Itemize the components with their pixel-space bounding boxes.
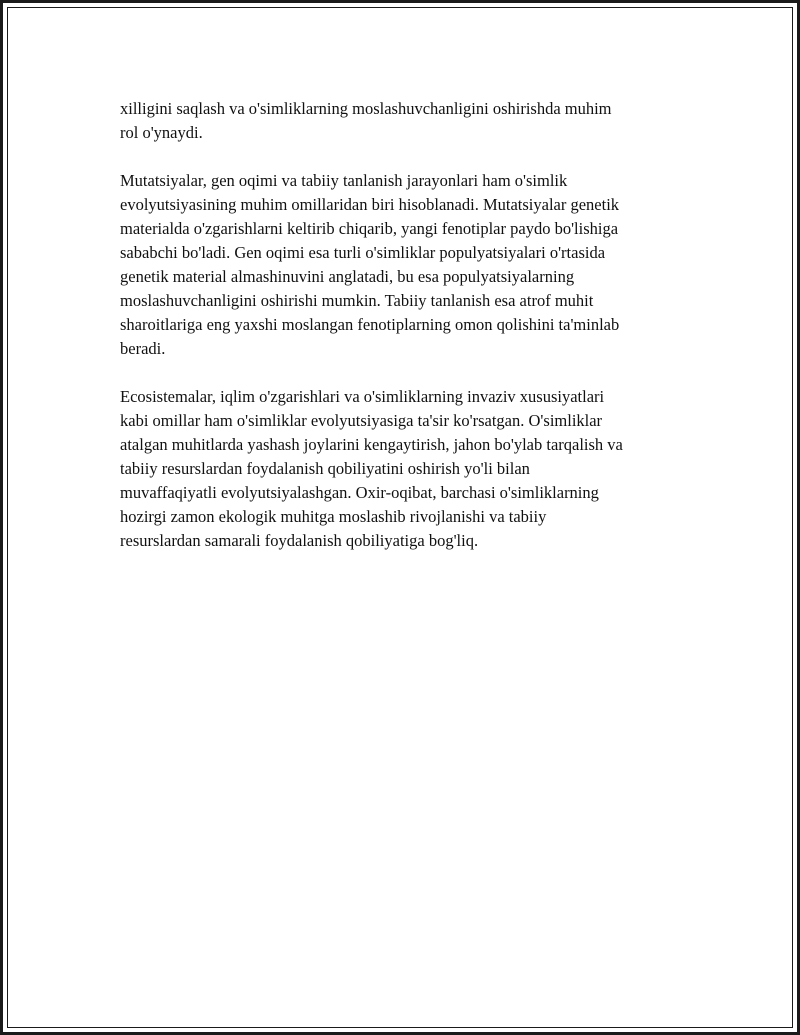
paragraph-1: xilligini saqlash va o'simliklarning moslashuvchanligini oshirishda muhim rol o'ynaydi. — [120, 99, 612, 142]
document-body — [120, 97, 698, 577]
paragraph-3: Ecosistemalar, iqlim o'zgarishlari va o'simliklarning invaziv xususiyatlari kabi omillar ham o'simliklar evolyutsiyasiga ta'sir ko'rsatgan. O'simliklar atalgan muhitlarda yashash joylarini kengaytirish, jahon bo'ylab tarqalish va tabiiy resurslardan foydalanish qobiliyatini oshirish yo'li bilan muvaffaqiyatli evolyutsiyalashgan. Oxir-oqibat, barchasi o'simliklarning hozirgi zamon ekologik muhitga moslashib rivojlanishi va tabiiy resurslardan samarali foydalanish qobiliyatiga bog'liq. — [120, 387, 623, 550]
paragraph-2: Mutatsiyalar, gen oqimi va tabiiy tanlanish jarayonlari ham o'simlik evolyutsiyasining muhim omillaridan biri hisoblanadi. Mutatsiyalar genetik materialda o'zgarishlarni keltirib chiqarib, yangi fenotiplar paydo bo'lishiga sababchi bo'ladi. Gen oqimi esa turli o'simliklar populyatsiyalari o'rtasida genetik material almashinuvini anglatadi, bu esa populyatsiyalarning moslashuvchanligini oshirishi mumkin. Tabiiy tanlanish esa atrof muhit sharoitlariga eng yaxshi moslangan fenotiplarning omon qolishini ta'minlab beradi. — [120, 171, 620, 358]
